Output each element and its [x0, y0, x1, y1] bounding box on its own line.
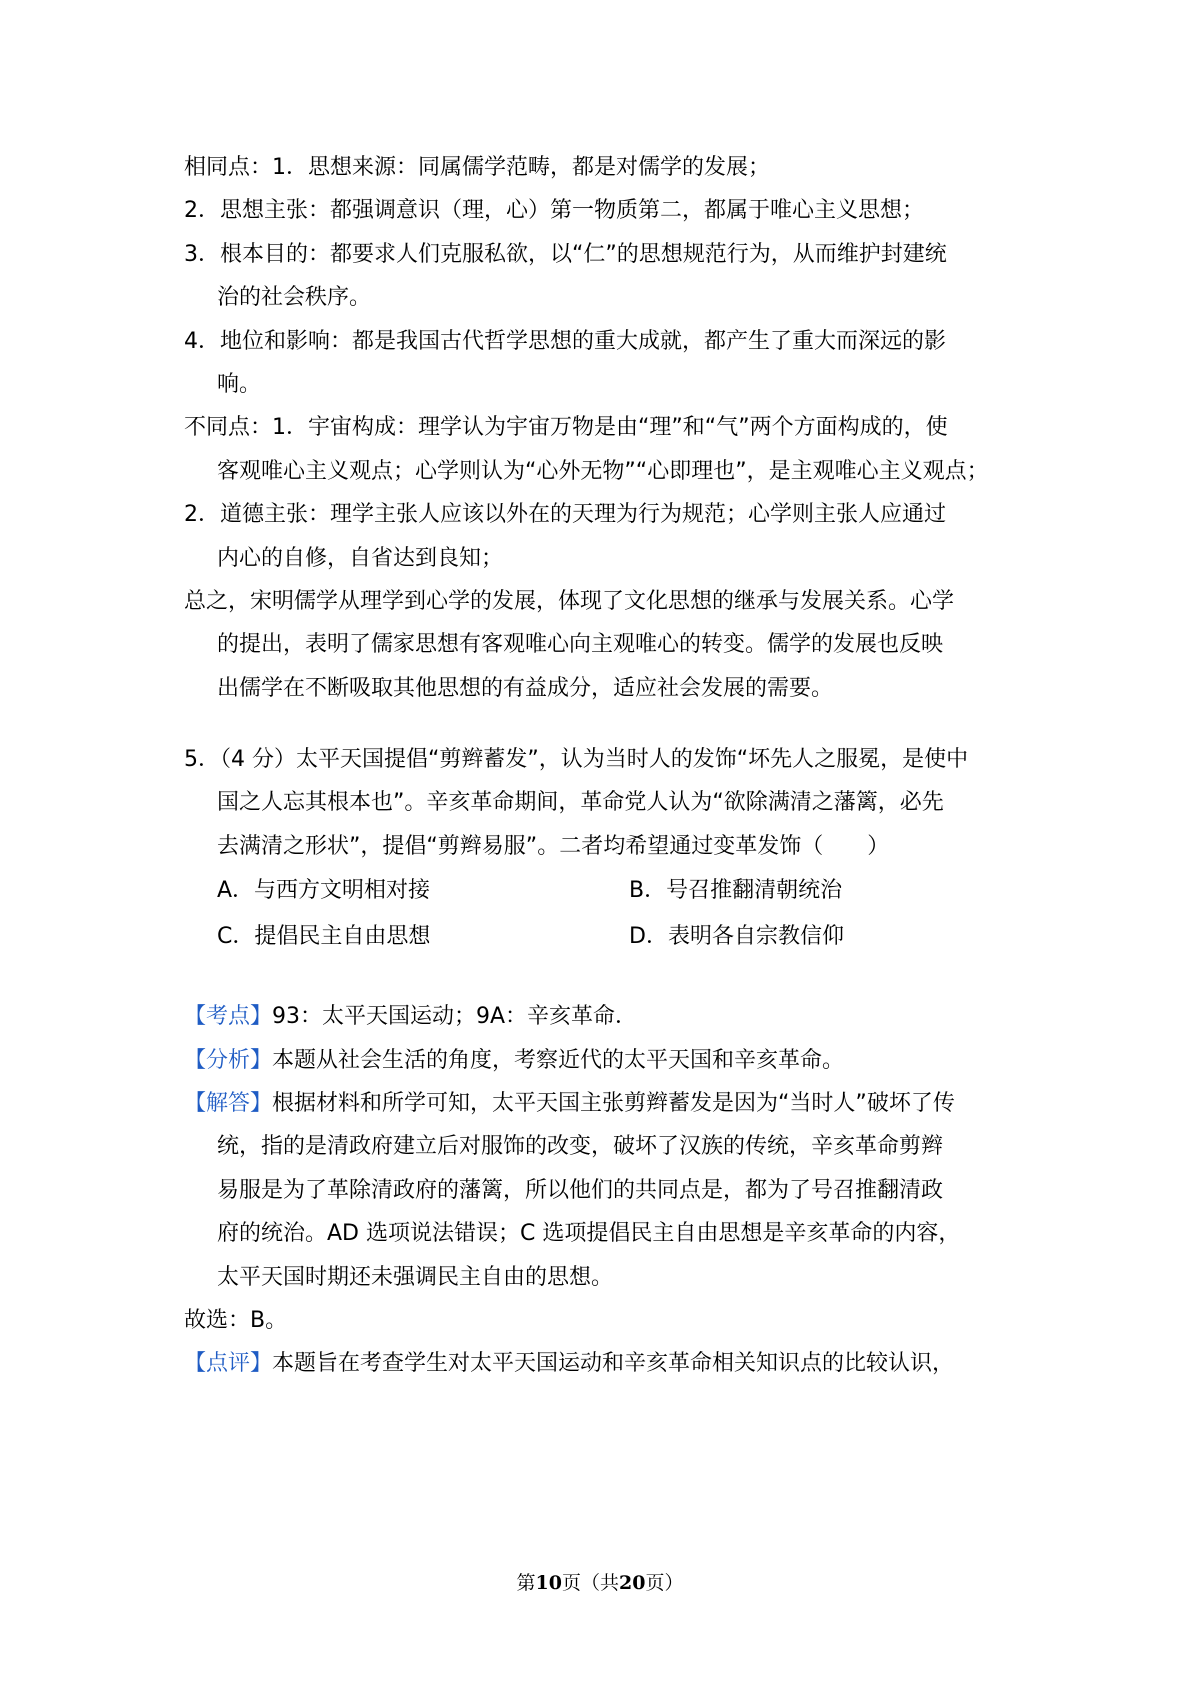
page-total: 20 — [619, 1572, 646, 1594]
jieda-line: 易服是为了革除清政府的藩篱，所以他们的共同点是，都为了号召推翻清政 — [217, 1177, 944, 1203]
jieda-line: 府的统治。AD 选项说法错误；C 选项提倡民主自由思想是辛亥革命的内容， — [217, 1221, 961, 1247]
difference-line: 内心的自修，自省达到良知； — [217, 545, 504, 571]
answer-line: 故选：B。 — [184, 1307, 288, 1333]
jieda-line — [184, 1082, 1034, 1125]
footer-prefix: 第 — [516, 1572, 536, 1594]
document-body — [184, 146, 1034, 1386]
kaodian-tag: 【考点】 — [184, 1004, 273, 1030]
similarity-line: 响。 — [217, 371, 262, 397]
similarity-line: 3．根本目的：都要求人们克服私欲，以“仁”的思想规范行为，从而维护封建统 — [184, 241, 947, 267]
jieda-line: 统，指的是清政府建立后对服饰的改变，破坏了汉族的传统，辛亥革命剪辫 — [217, 1134, 944, 1160]
kaodian-text: 93：太平天国运动；9A：辛亥革命． — [272, 1004, 638, 1030]
summary-line: 出儒学在不断吸取其他思想的有益成分，适应社会发展的需要。 — [217, 675, 834, 701]
similarity-line: 2．思想主张：都强调意识（理，心）第一物质第二，都属于唯心主义思想； — [184, 198, 924, 224]
fenxi-line — [184, 1039, 1034, 1082]
dianping-text: 本题旨在考查学生对太平天国运动和辛亥革命相关知识点的比较认识， — [272, 1351, 955, 1377]
summary-line: 的提出，表明了儒家思想有客观唯心向主观唯心的转变。儒学的发展也反映 — [217, 632, 944, 658]
page-number: 10 — [535, 1572, 562, 1594]
similarity-line: 相同点：1．思想来源：同属儒学范畴，都是对儒学的发展； — [184, 155, 770, 180]
options-row — [184, 914, 1034, 960]
option-c: C．提倡民主自由思想 — [217, 924, 431, 950]
page-footer — [0, 1568, 1200, 1598]
jieda-line: 太平天国时期还未强调民主自由的思想。 — [217, 1264, 614, 1290]
jieda-text: 根据材料和所学可知，太平天国主张剪辫蓄发是因为“当时人”破坏了传 — [272, 1091, 955, 1117]
similarity-line: 4．地位和影响：都是我国古代哲学思想的重大成就，都产生了重大而深远的影 — [184, 328, 946, 354]
jieda-tag: 【解答】 — [184, 1091, 273, 1117]
options-row — [184, 868, 1034, 914]
similarity-line: 治的社会秩序。 — [217, 285, 372, 311]
dianping-tag: 【点评】 — [184, 1351, 273, 1377]
difference-line: 不同点：1．宇宙构成：理学认为宇宙万物是由“理”和“气”两个方面构成的，使 — [184, 415, 948, 441]
difference-line: 2．道德主张：理学主张人应该以外在的天理为行为规范；心学则主张人应通过 — [184, 502, 946, 528]
question-stem: 5．（4 分）太平天国提倡“剪辫蓄发”，认为当时人的发饰“坏先人之服冕，是使中 — [184, 747, 969, 773]
footer-middle: 页（共 — [561, 1572, 619, 1594]
footer-suffix: 页） — [645, 1572, 684, 1594]
option-b: B．号召推翻清朝统治 — [629, 878, 843, 904]
question-stem: 去满清之形状”，提倡“剪辫易服”。二者均希望通过变革发饰（ ） — [217, 833, 890, 859]
summary-line: 总之，宋明儒学从理学到心学的发展，体现了文化思想的继承与发展关系。心学 — [184, 588, 955, 614]
difference-line: 客观唯心主义观点；心学则认为“心外无物”“心即理也”，是主观唯心主义观点； — [217, 458, 989, 484]
fenxi-text: 本题从社会生活的角度，考察近代的太平天国和辛亥革命。 — [272, 1047, 845, 1073]
question-stem: 国之人忘其根本也”。辛亥革命期间，革命党人认为“欲除满清之藩篱，必先 — [217, 790, 944, 816]
fenxi-tag: 【分析】 — [184, 1047, 273, 1073]
option-a: A．与西方文明相对接 — [217, 878, 431, 904]
dianping-line — [184, 1342, 1034, 1385]
kaodian-line — [184, 995, 1034, 1038]
option-d: D．表明各自宗教信仰 — [629, 924, 844, 950]
